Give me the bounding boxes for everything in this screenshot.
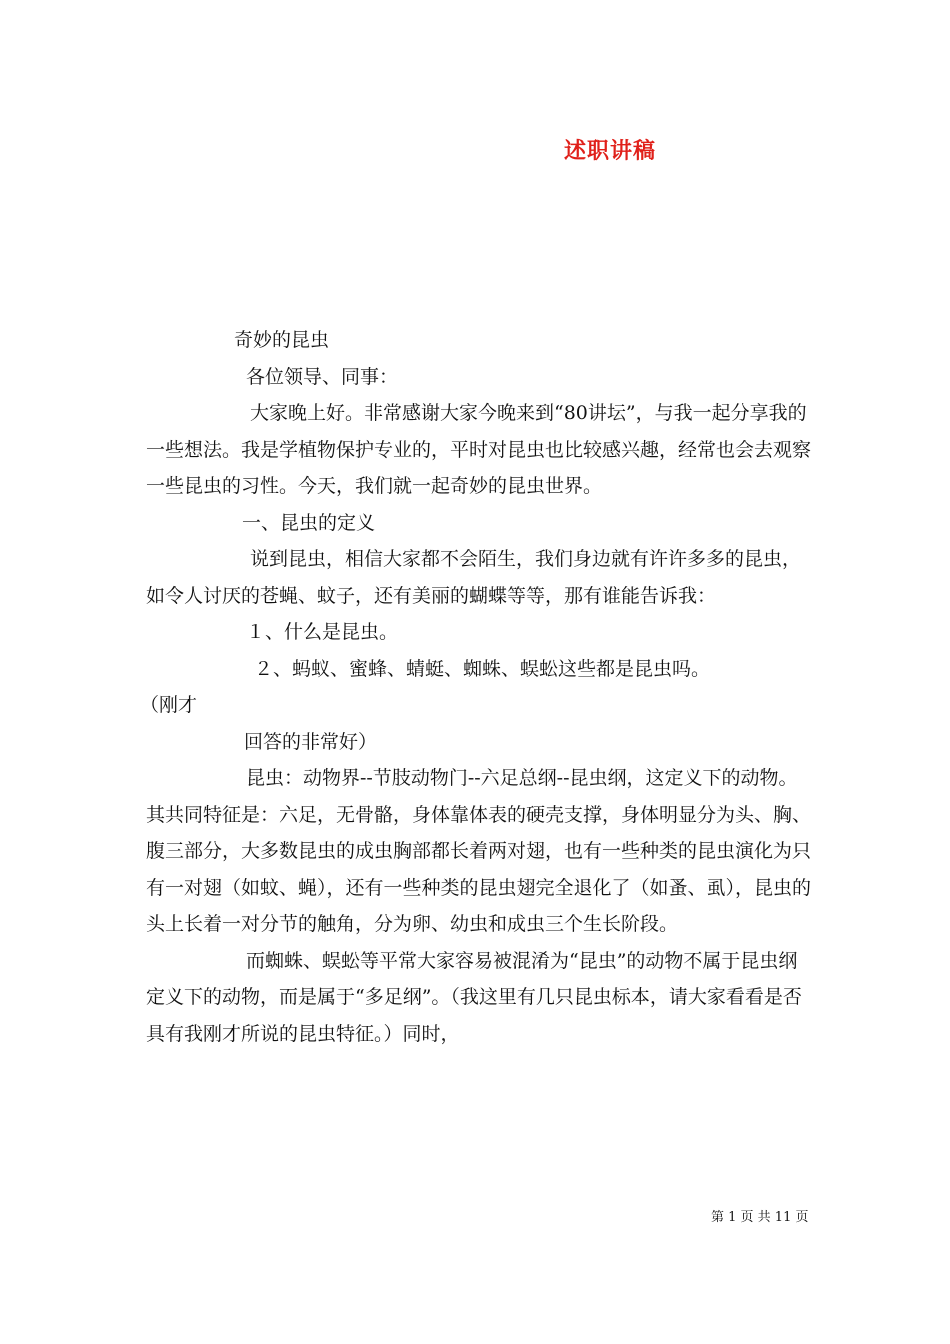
document-title: 述职讲稿 bbox=[564, 138, 657, 164]
list-item-question-1: １、什么是昆虫。 bbox=[246, 621, 399, 643]
paragraph-fragment: （刚才 bbox=[140, 694, 198, 716]
list-item-question-2: ２、蚂蚁、蜜蜂、蜻蜓、蜘蛛、蜈蚣这些都是昆虫吗。 bbox=[254, 657, 711, 680]
paragraph-fragment-continued: 回答的非常好） bbox=[244, 730, 378, 753]
paragraph-question-intro: 说到昆虫，相信大家都不会陌生，我们身边就有许许多多的昆虫，如令人讨厌的苍蝇、蚊子，还有美丽的蝴蝶等等，那有谁能告诉我： bbox=[146, 548, 802, 607]
section-heading-definition: 一、昆虫的定义 bbox=[242, 511, 376, 534]
paragraph-confusion: 而蜘蛛、蜈蚣等平常大家容易被混淆为“昆虫”的动物不属于昆虫纲定义下的动物，而是属于“多足纲”。（我这里有几只昆虫标本，请大家看看是否具有我刚才所说的昆虫特征。）同时， bbox=[146, 949, 802, 1045]
paragraph-insect-definition: 昆虫：动物界--节肢动物门--六足总纲--昆虫纲，这定义下的动物。其共同特征是：六足，无骨骼，身体靠体表的硬壳支撑，身体明显分为头、胸、腹三部分，大多数昆虫的成虫胸部都长着两对翅，也有一些种类的昆虫演化为只有一对翅（如蚊、蝇），还有一些种类的昆虫翅完全退化了（如蚤、虱），昆虫的头上长着一对分节的触角，分为卵、幼虫和成虫三个生长阶段。 bbox=[146, 767, 812, 935]
document-body bbox=[140, 322, 812, 1052]
paragraph-intro: 大家晚上好。非常感谢大家今晚来到“80讲坛”，与我一起分享我的一些想法。我是学植物保护专业的，平时对昆虫也比较感兴趣，经常也会去观察一些昆虫的习性。今天，我们就一起奇妙的昆虫世界。 bbox=[146, 402, 812, 497]
page-number-footer: 第 1 页 共 11 页 bbox=[711, 1210, 809, 1225]
paragraph-heading: 奇妙的昆虫 bbox=[234, 329, 330, 351]
paragraph-greeting: 各位领导、同事： bbox=[246, 365, 399, 388]
